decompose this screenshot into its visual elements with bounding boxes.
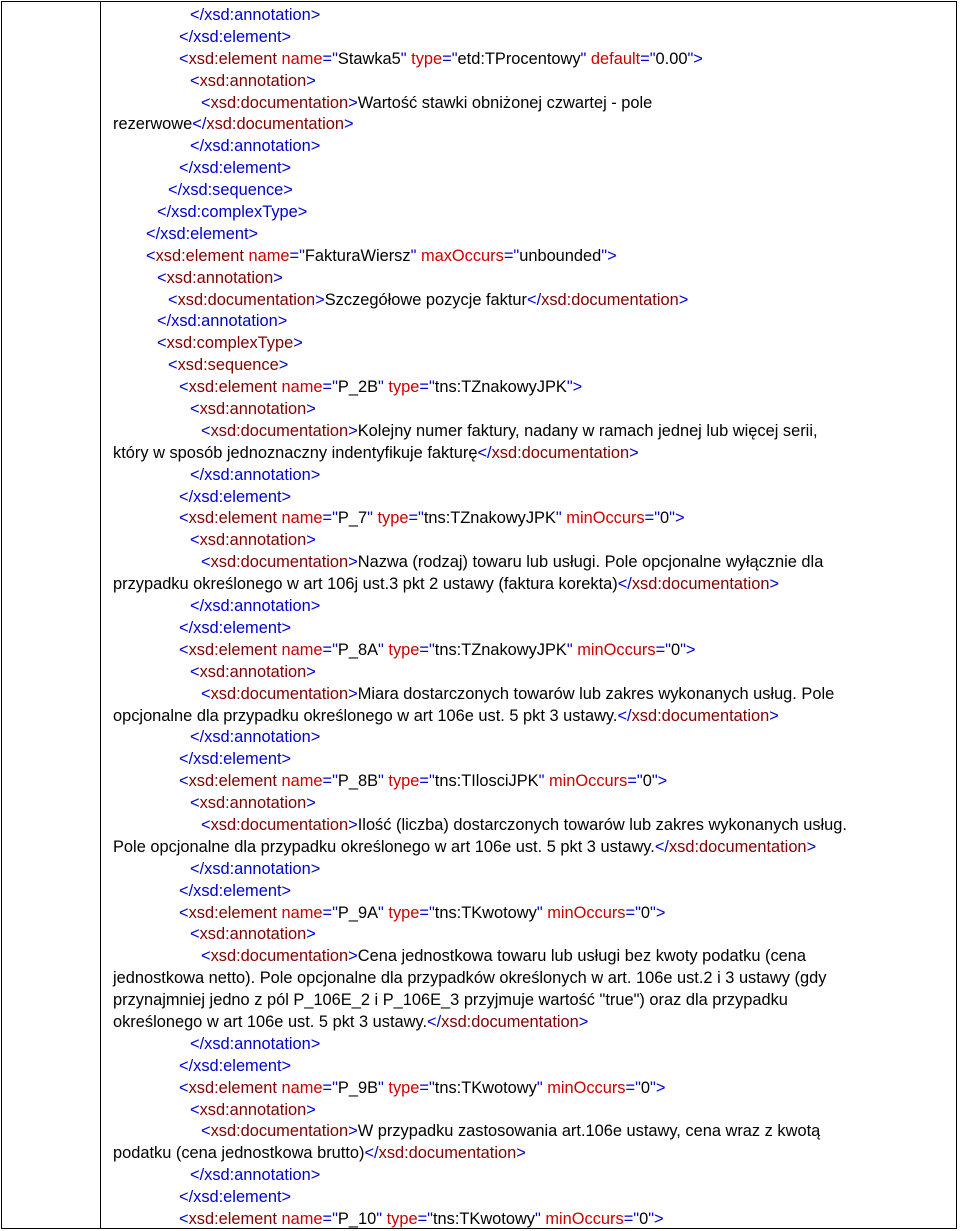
code-text: 0 xyxy=(670,640,681,659)
code-line xyxy=(113,224,949,246)
code-tag: =" xyxy=(419,378,435,397)
code-line xyxy=(113,136,949,158)
code-line xyxy=(113,71,949,93)
code-tag: < xyxy=(179,49,189,68)
document-table xyxy=(1,1,957,1229)
code-tag: =" xyxy=(322,772,338,791)
code-tag: "> xyxy=(650,903,666,922)
code-tag: xsd:documentation xyxy=(210,421,349,440)
code-tag: xsd:annotation xyxy=(199,71,307,90)
code-tag: </xsd:annotation> xyxy=(190,597,321,616)
code-tag: =" xyxy=(322,1078,338,1097)
code-tag: xsd:annotation xyxy=(199,531,307,550)
code-tag: > xyxy=(306,925,316,944)
code-tag: </xsd:annotation> xyxy=(190,728,321,747)
code-tag: </ xyxy=(617,575,632,594)
code-tag: xsd:documentation xyxy=(210,553,349,572)
code-tag: > xyxy=(306,662,316,681)
code-tag: " xyxy=(400,49,412,68)
code-attribute: type xyxy=(388,378,420,397)
code-tag: xsd:documentation xyxy=(210,93,349,112)
code-tag: "> xyxy=(648,1209,664,1228)
code-tag: xsd:element xyxy=(155,246,249,265)
code-tag: "> xyxy=(669,509,685,528)
code-text: P_2B xyxy=(337,378,379,397)
code-text: FakturaWiersz xyxy=(304,246,411,265)
code-tag: =" xyxy=(322,49,338,68)
code-line xyxy=(113,662,949,684)
code-line xyxy=(113,508,949,530)
code-tag: xsd:documentation xyxy=(631,706,770,725)
code-tag: > xyxy=(348,684,358,703)
code-tag: > xyxy=(348,553,358,572)
code-tag: </xsd:element> xyxy=(146,224,259,243)
code-tag: " xyxy=(538,772,549,791)
code-tag: xsd:documentation xyxy=(210,947,349,966)
code-tag: </xsd:element> xyxy=(179,159,292,178)
code-tag: < xyxy=(179,903,189,922)
code-tag: "> xyxy=(566,378,583,397)
code-tag: > xyxy=(293,334,303,353)
code-text: P_9A xyxy=(337,903,379,922)
code-tag: xsd:documentation xyxy=(378,1144,517,1163)
code-tag: xsd:annotation xyxy=(199,1100,307,1119)
code-attribute: name xyxy=(281,1078,323,1097)
code-attribute: type xyxy=(411,49,443,68)
code-tag: > xyxy=(348,1122,358,1141)
code-tag: xsd:sequence xyxy=(177,356,279,375)
code-line xyxy=(113,618,949,640)
code-tag: < xyxy=(190,794,200,813)
code-tag: </xsd:element> xyxy=(179,618,292,637)
code-text: W przypadku zastosowania art.106e ustawy, cena wraz z kwotą xyxy=(357,1122,821,1141)
code-tag: " xyxy=(378,772,389,791)
code-tag: < xyxy=(179,378,189,397)
code-tag: " xyxy=(580,49,591,68)
code-tag: < xyxy=(190,400,200,419)
code-tag: xsd:annotation xyxy=(199,400,307,419)
code-tag: > xyxy=(806,837,817,856)
code-tag: xsd:documentation xyxy=(177,290,316,309)
code-line xyxy=(113,487,949,509)
code-tag: " xyxy=(410,246,421,265)
code-tag: < xyxy=(201,815,211,834)
code-tag: < xyxy=(201,684,211,703)
code-attribute: name xyxy=(281,509,323,528)
code-tag: < xyxy=(179,1209,189,1228)
code-line xyxy=(113,727,949,749)
code-line xyxy=(113,443,949,465)
code-line xyxy=(113,114,949,136)
code-text: unbounded xyxy=(519,246,602,265)
code-text: 0 xyxy=(640,903,651,922)
code-text: Kolejny numer faktury, nadany w ramach jednej lub więcej serii, xyxy=(357,421,818,440)
code-tag: =" xyxy=(419,903,435,922)
code-line xyxy=(113,268,949,290)
code-attribute: type xyxy=(388,1078,420,1097)
code-tag: =" xyxy=(623,1209,640,1228)
code-tag: "> xyxy=(680,640,696,659)
code-tag: > xyxy=(348,815,358,834)
code-tag: > xyxy=(306,531,316,550)
code-line xyxy=(113,1121,949,1143)
code-tag: > xyxy=(629,443,639,462)
code-tag: xsd:documentation xyxy=(631,575,770,594)
code-tag: </ xyxy=(654,837,669,856)
code-text: tns:TIlosciJPK xyxy=(434,772,539,791)
code-tag: </xsd:annotation> xyxy=(190,465,321,484)
code-line xyxy=(113,158,949,180)
code-tag: </ xyxy=(364,1144,379,1163)
code-line xyxy=(113,1012,949,1034)
code-line xyxy=(113,990,949,1012)
code-tag: </xsd:annotation> xyxy=(190,1166,321,1185)
code-attribute: type xyxy=(388,640,420,659)
code-text: Wartość stawki obniżonej czwartej - pole xyxy=(357,93,653,112)
code-line xyxy=(113,771,949,793)
code-text: P_8A xyxy=(337,640,379,659)
code-line xyxy=(113,399,949,421)
code-tag: < xyxy=(190,662,200,681)
code-line xyxy=(113,290,949,312)
code-line xyxy=(113,815,949,837)
code-line xyxy=(113,596,949,618)
code-text: tns:TZnakowyJPK xyxy=(434,640,567,659)
code-line xyxy=(113,924,949,946)
code-tag: </xsd:element> xyxy=(179,1188,292,1207)
code-tag: </ xyxy=(527,290,542,309)
code-text: tns:TKwotowy xyxy=(432,1209,535,1228)
code-attribute: name xyxy=(281,903,323,922)
code-tag: "> xyxy=(650,1078,666,1097)
code-attribute: default xyxy=(590,49,641,68)
code-attribute: minOccurs xyxy=(566,509,645,528)
code-line xyxy=(113,1165,949,1187)
code-tag: =" xyxy=(322,903,338,922)
code-line xyxy=(113,574,949,596)
xml-schema-listing xyxy=(113,5,949,1231)
code-tag: =" xyxy=(419,1078,435,1097)
code-attribute: name xyxy=(281,1209,323,1228)
code-tag: > xyxy=(278,356,289,375)
code-line xyxy=(113,1078,949,1100)
code-tag: > xyxy=(306,794,316,813)
code-tag: > xyxy=(315,290,325,309)
code-attribute: name xyxy=(281,49,323,68)
code-tag: =" xyxy=(417,1209,433,1228)
code-text: przypadku określonego w art 106j ust.3 pkt 2 ustawy (faktura korekta) xyxy=(113,575,618,594)
code-attribute: type xyxy=(388,903,420,922)
code-line xyxy=(113,903,949,925)
code-line xyxy=(113,749,949,771)
code-text: tns:TZnakowyJPK xyxy=(423,509,556,528)
code-tag: =" xyxy=(419,772,435,791)
code-tag: xsd:element xyxy=(188,378,282,397)
code-tag: xsd:annotation xyxy=(199,662,307,681)
code-text: P_9B xyxy=(337,1078,379,1097)
code-tag: > xyxy=(348,947,358,966)
code-tag: > xyxy=(306,71,316,90)
code-tag: > xyxy=(769,706,779,725)
code-line xyxy=(113,968,949,990)
code-line xyxy=(113,946,949,968)
code-tag: < xyxy=(201,421,211,440)
empty-left-cell xyxy=(2,2,101,1228)
code-tag: </xsd:element> xyxy=(179,27,292,46)
code-tag: </ xyxy=(477,443,492,462)
code-tag: > xyxy=(348,93,358,112)
code-tag: =" xyxy=(442,49,458,68)
code-text: określonego w art 106e ust. 5 pkt 3 ustawy. xyxy=(113,1012,428,1031)
code-tag: " xyxy=(367,509,378,528)
code-tag: xsd:element xyxy=(188,1209,282,1228)
code-text: opcjonalne dla przypadku określonego w art 106e ust. 5 pkt 3 ustawy. xyxy=(113,706,618,725)
code-tag: xsd:element xyxy=(188,1078,282,1097)
code-tag: > xyxy=(516,1144,526,1163)
code-tag: < xyxy=(201,93,211,112)
code-tag: </xsd:annotation> xyxy=(190,859,321,878)
code-attribute: minOccurs xyxy=(549,772,628,791)
code-line xyxy=(113,530,949,552)
code-tag: < xyxy=(146,246,156,265)
code-line xyxy=(113,881,949,903)
code-tag: > xyxy=(678,290,689,309)
code-line xyxy=(113,706,949,728)
code-text: Cena jednostkowa towaru lub usługi bez kwoty podatku (cena xyxy=(357,947,807,966)
code-text: tns:TKwotowy xyxy=(434,1078,537,1097)
code-attribute: maxOccurs xyxy=(420,246,504,265)
code-line xyxy=(113,1143,949,1165)
code-tag: </xsd:element> xyxy=(179,1056,292,1075)
code-tag: "> xyxy=(651,772,668,791)
code-tag: < xyxy=(201,1122,211,1141)
code-line xyxy=(113,180,949,202)
code-attribute: minOccurs xyxy=(577,640,656,659)
code-tag: =" xyxy=(640,49,656,68)
code-tag: =" xyxy=(655,640,671,659)
code-text: 0.00 xyxy=(655,49,688,68)
code-tag: < xyxy=(190,1100,200,1119)
code-attribute: type xyxy=(377,509,409,528)
code-tag: =" xyxy=(419,640,435,659)
code-line xyxy=(113,5,949,27)
code-attribute: type xyxy=(386,1209,418,1228)
code-tag: < xyxy=(157,268,167,287)
code-attribute: name xyxy=(281,772,323,791)
code-tag: " xyxy=(534,1209,546,1228)
code-text: Stawka5 xyxy=(337,49,401,68)
code-tag: </xsd:annotation> xyxy=(157,312,288,331)
code-tag: > xyxy=(306,1100,316,1119)
code-tag: > xyxy=(348,421,358,440)
code-tag: =" xyxy=(289,246,305,265)
code-tag: < xyxy=(157,334,167,353)
code-tag: < xyxy=(190,531,200,550)
code-tag: > xyxy=(343,115,354,134)
code-attribute: minOccurs xyxy=(545,1209,624,1228)
code-line xyxy=(113,421,949,443)
code-line xyxy=(113,27,949,49)
code-tag: < xyxy=(190,925,200,944)
code-tag: xsd:documentation xyxy=(491,443,630,462)
code-tag: =" xyxy=(322,378,338,397)
code-text: Pole opcjonalne dla przypadku określonego w art 106e ust. 5 pkt 3 ustawy. xyxy=(113,837,655,856)
code-attribute: name xyxy=(248,246,290,265)
code-tag: > xyxy=(769,575,780,594)
code-tag: xsd:element xyxy=(188,772,282,791)
code-tag: < xyxy=(190,71,200,90)
code-line xyxy=(113,93,949,115)
code-tag: </xsd:element> xyxy=(179,881,292,900)
code-tag: "> xyxy=(601,246,617,265)
code-tag: xsd:documentation xyxy=(210,815,349,834)
code-tag: </xsd:complexType> xyxy=(157,203,308,222)
code-text: 0 xyxy=(660,509,670,528)
code-tag: xsd:documentation xyxy=(206,115,344,134)
code-tag: =" xyxy=(625,1078,641,1097)
code-attribute: minOccurs xyxy=(547,903,626,922)
code-text: tns:TKwotowy xyxy=(434,903,537,922)
code-tag: </xsd:sequence> xyxy=(168,181,293,200)
code-line xyxy=(113,859,949,881)
code-tag: xsd:documentation xyxy=(668,837,807,856)
code-tag: < xyxy=(179,640,189,659)
code-tag: " xyxy=(378,640,389,659)
code-tag: </ xyxy=(617,706,632,725)
code-text: rezerwowe xyxy=(113,115,193,134)
code-text: który w sposób jednoznaczny indentyfikuje fakturę xyxy=(113,443,478,462)
code-attribute: name xyxy=(281,378,323,397)
code-attribute: type xyxy=(388,772,420,791)
code-tag: < xyxy=(179,1078,189,1097)
code-text: Nazwa (rodzaj) towaru lub usługi. Pole opcjonalne wyłącznie dla xyxy=(357,553,824,572)
code-text: Miara dostarczonych towarów lub zakres wykonanych usług. Pole xyxy=(357,684,835,703)
code-line xyxy=(113,684,949,706)
code-tag: =" xyxy=(503,246,520,265)
code-tag: xsd:element xyxy=(188,509,282,528)
code-text: Ilość (liczba) dostarczonych towarów lub zakres wykonanych usług. xyxy=(357,815,847,834)
code-tag: </xsd:annotation> xyxy=(190,6,321,24)
code-tag: xsd:documentation xyxy=(441,1012,579,1031)
code-text: P_10 xyxy=(337,1209,377,1228)
code-tag: " xyxy=(378,903,389,922)
code-text: Szczegółowe pozycje faktur xyxy=(324,290,527,309)
code-line xyxy=(113,311,949,333)
code-line xyxy=(113,202,949,224)
code-text: podatku (cena jednostkowa brutto) xyxy=(113,1144,365,1163)
code-tag: xsd:annotation xyxy=(199,925,307,944)
code-tag: xsd:element xyxy=(188,49,282,68)
code-text: jednostkowa netto). Pole opcjonalne dla przypadków określonych w art. 106e ust.2 i 3 ustawy (gdy xyxy=(113,969,827,988)
code-tag: =" xyxy=(322,1209,338,1228)
code-tag: < xyxy=(201,947,211,966)
code-tag: > xyxy=(578,1012,589,1031)
code-line xyxy=(113,377,949,399)
code-text: P_7 xyxy=(337,509,368,528)
code-line xyxy=(113,246,949,268)
code-tag: > xyxy=(306,400,316,419)
code-line xyxy=(113,552,949,574)
code-line xyxy=(113,793,949,815)
code-tag: " xyxy=(536,903,548,922)
code-tag: < xyxy=(201,553,211,572)
code-tag: </xsd:annotation> xyxy=(190,137,321,156)
code-tag: =" xyxy=(322,640,338,659)
code-tag: < xyxy=(168,356,178,375)
code-tag: " xyxy=(376,1209,387,1228)
code-tag: </xsd:element> xyxy=(179,750,292,769)
code-tag: " xyxy=(536,1078,548,1097)
code-tag: < xyxy=(168,290,178,309)
code-tag: xsd:element xyxy=(188,640,282,659)
code-text: 0 xyxy=(642,772,652,791)
code-tag: =" xyxy=(408,509,424,528)
code-tag: </ xyxy=(427,1012,442,1031)
code-tag: xsd:annotation xyxy=(199,794,307,813)
code-line xyxy=(113,1056,949,1078)
code-line xyxy=(113,465,949,487)
code-text: 0 xyxy=(639,1209,649,1228)
code-tag: =" xyxy=(322,509,338,528)
code-line xyxy=(113,837,949,859)
code-line xyxy=(113,1187,949,1209)
code-attribute: name xyxy=(281,640,323,659)
code-tag: xsd:documentation xyxy=(541,290,679,309)
code-line xyxy=(113,640,949,662)
code-tag: xsd:documentation xyxy=(210,1122,349,1141)
code-tag: xsd:complexType xyxy=(166,334,294,353)
code-tag: " xyxy=(555,509,567,528)
code-tag: </xsd:annotation> xyxy=(190,1034,321,1053)
code-line xyxy=(113,355,949,377)
code-tag: "> xyxy=(687,49,703,68)
code-tag: " xyxy=(566,640,578,659)
code-tag: " xyxy=(378,378,389,397)
code-line xyxy=(113,49,949,71)
code-text: przynajmniej jedno z pól P_106E_2 i P_106E_3 przyjmuje wartość "true") oraz dla przypadku xyxy=(113,991,788,1010)
code-tag: =" xyxy=(627,772,643,791)
code-tag: </ xyxy=(192,115,207,134)
code-line xyxy=(113,1209,949,1231)
code-attribute: minOccurs xyxy=(547,1078,626,1097)
code-line xyxy=(113,1034,949,1056)
code-tag: > xyxy=(273,268,283,287)
code-tag: < xyxy=(179,772,189,791)
code-tag: < xyxy=(179,509,189,528)
code-text: etd:TProcentowy xyxy=(457,49,581,68)
code-tag: </xsd:element> xyxy=(179,487,292,506)
code-text: P_8B xyxy=(337,772,379,791)
code-line xyxy=(113,1100,949,1122)
code-text: 0 xyxy=(640,1078,651,1097)
code-tag: " xyxy=(378,1078,389,1097)
code-tag: xsd:element xyxy=(188,903,282,922)
code-tag: =" xyxy=(644,509,661,528)
code-line xyxy=(113,333,949,355)
code-text: tns:TZnakowyJPK xyxy=(434,378,567,397)
code-tag: =" xyxy=(625,903,641,922)
code-tag: xsd:annotation xyxy=(166,268,274,287)
code-tag: xsd:documentation xyxy=(210,684,349,703)
